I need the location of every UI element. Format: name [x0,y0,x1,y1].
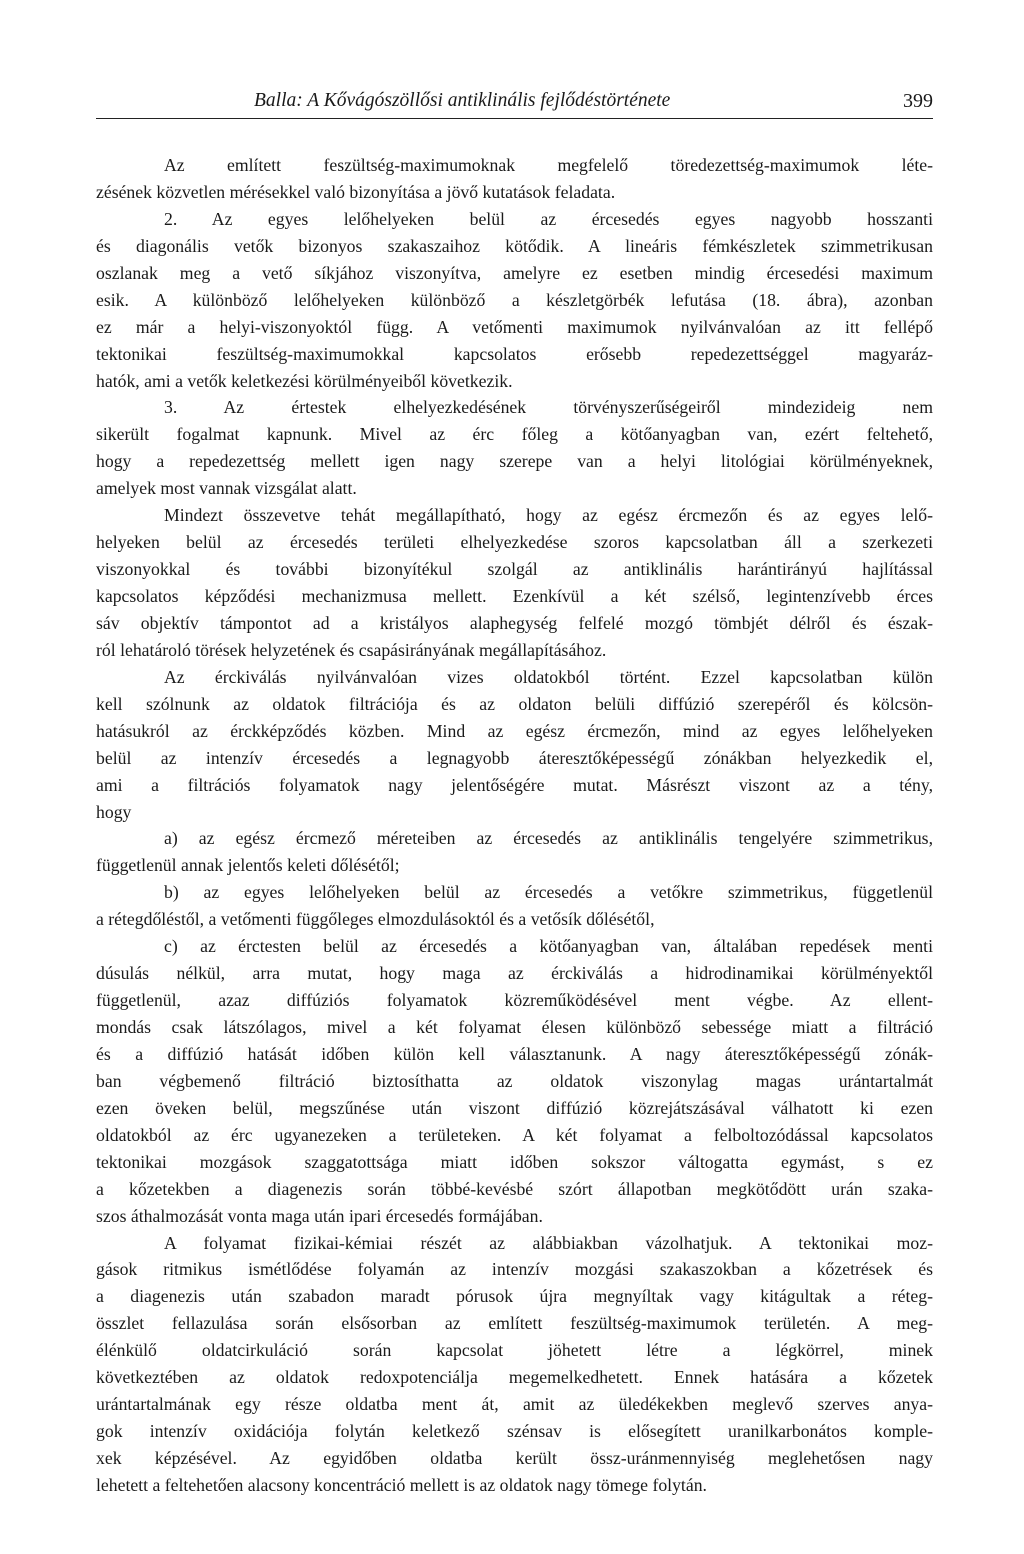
text-line: hatásukról az érckképződés közben. Mind az egész ércmezőn, mind az egyes lelőhelyeken [96,720,933,741]
text-line: viszonyokkal és további bizonyítékul szolgál az antiklinális harántirányú hajlítással [96,559,933,580]
text-line: helyeken belül az ércesedés területi elhelyezkedése szoros kapcsolatban áll a szerkezeti [96,532,933,553]
text-line: 2. Az egyes lelőhelyeken belül az ércesedés egyes nagyobb hosszanti [164,208,933,229]
text-line: hatók, ami a vetők keletkezési körülményeiből következik. [96,370,513,391]
text-line: élénkülő oldatcirkuláció során kapcsolat jöhetett létre a légkörrel, minek [96,1340,933,1361]
text-line: ról lehatároló törések helyzetének és csapásirányának megállapításához. [96,639,607,660]
text-line: gások ritmikus ismétlődése folyamán az intenzív mozgási szakaszokban a kőzetrések és [96,1259,933,1280]
text-line: amelyek most vannak vizsgálat alatt. [96,478,357,499]
text-line: belül az intenzív ércesedés a legnagyobb áteresztőképességű zónákban helyezkedik el, [96,747,933,768]
body-text [96,152,933,1499]
text-line: és diagonális vetők bizonyos szakaszaihoz kötődik. A lineáris fémkészletek szimmetrikusan [96,235,933,256]
text-line: zésének közvetlen mérésekkel való bizonyítása a jövő kutatások feladata. [96,181,616,202]
text-line: sikerült fogalmat kapnunk. Mivel az érc főleg a kötőanyagban van, ezért feltehető, [96,424,933,445]
running-title: Balla: A Kővágószöllősi antiklinális fejlődéstörténete [254,90,671,111]
text-line: a) az egész ércmező méreteiben az ércesedés az antiklinális tengelyére szimmetrikus, [164,828,933,849]
text-line: xek képzésével. Az egyidőben oldatba került össz-uránmennyiség meglehetősen nagy [96,1448,933,1468]
page-number: 399 [903,90,933,112]
text-line: és a diffúzió hatását időben külön kell választanunk. A nagy áteresztőképességű zónák- [96,1043,933,1064]
text-line: A folyamat fizikai-kémiai részét az alábbiakban vázolhatjuk. A tektonikai moz- [164,1232,933,1253]
text-line: 3. Az értestek elhelyezkedésének törvényszerűségeiről mindezideig nem [164,397,933,418]
text-line: tektonikai mozgások szaggatottsága miatt időben sokszor váltogatta egymást, s ez [96,1151,933,1172]
text-line: kapcsolatos képződési mechanizmusa mellett. Ezenkívül a két szélső, legintenzívebb érces [96,586,933,606]
text-line: függetlenül, azaz diffúziós folyamatok közreműködésével ment végbe. Az ellent- [96,990,933,1011]
text-line: hogy [96,801,132,822]
text-line: oldatokból az érc ugyanezeken a területeken. A két folyamat a felboltozódással kapcsolatos [96,1124,933,1145]
text-line: ezen öveken belül, megszűnése után viszont diffúzió közrejátszásával válhatott ki ezen [96,1097,933,1118]
text-line: kell szólnunk az oldatok filtrációja és az oldaton belüli diffúzió szerepéről és kölcsön- [96,693,933,714]
text-line: Az érckiválás nyilvánvalóan vizes oldatokból történt. Ezzel kapcsolatban külön [164,666,933,687]
text-line: esik. A különböző lelőhelyeken különböző a készletgörbék lefutása (18. ábra), azonban [96,289,933,310]
text-line: ez már a helyi-viszonyoktól függ. A vetőmenti maximumok nyilvánvalóan az itt fellépő [96,316,933,337]
text-line: lehetett a feltehetően alacsony koncentráció mellett is az oldatok nagy tömege folytán. [96,1474,707,1495]
text-line: gok intenzív oxidációja folytán keletkező szénsav is elősegített uranilkarbonátos komple- [96,1421,933,1442]
text-line: következtében az oldatok redoxpotenciálja megemelkedhetett. Ennek hatására a kőzetek [96,1367,933,1388]
text-line: oszlanak meg a vető síkjához viszonyítva, amelyre ez esetben mindig ércesedési maximum [96,262,933,283]
text-line: ban végbemenő filtráció biztosíthatta az oldatok viszonylag magas urántartalmát [96,1070,933,1091]
text-line: a diagenezis után szabadon maradt pórusok újra megnyíltak vagy kitágultak a réteg- [96,1286,933,1307]
text-line: Az említett feszültség-maximumoknak megfelelő töredezettség-maximumok léte- [164,155,933,175]
text-line: sáv objektív támpontot ad a kristályos alaphegység felfelé mozgó tömbjét délről és észak- [96,612,933,633]
text-line: hogy a repedezettség mellett igen nagy szerepe van a helyi litológiai körülményeknek, [96,451,933,472]
text-line: ami a filtrációs folyamatok nagy jelentőségére mutat. Másrészt viszont az a tény, [96,774,933,795]
text-line: c) az érctesten belül az ércesedés a kötőanyagban van, általában repedések menti [164,936,933,957]
text-line: összlet fellazulása során elsősorban az említett feszültség-maximumok területén. A meg- [96,1313,933,1334]
text-line: Mindezt összevetve tehát megállapítható, hogy az egész ércmezőn és az egyes lelő- [164,505,933,526]
text-line: a rétegdőléstől, a vetőmenti függőleges elmozdulásoktól és a vetősík dőlésétől, [96,909,655,930]
text-line: szos áthalmozását vonta maga után ipari ércesedés formájában. [96,1205,543,1226]
text-line: tektonikai feszültség-maximumokkal kapcsolatos erősebb repedezettséggel magyaráz- [96,343,933,364]
text-line: függetlenül annak jelentős keleti dőlésétől; [96,855,400,876]
text-line: urántartalmának egy része oldatba ment át, amit az üledékekben meglevő szerves anya- [96,1394,933,1415]
text-line: a kőzetekben a diagenezis során többé-kevésbé szórt állapotban megkötődött urán szaka- [96,1178,933,1199]
page-header [96,88,933,119]
text-line: dúsulás nélkül, arra mutat, hogy maga az érckiválás a hidrodinamikai körülményektől [96,963,933,984]
text-line: b) az egyes lelőhelyeken belül az ércesedés a vetőkre szimmetrikus, függetlenül [164,882,933,903]
text-line: mondás csak látszólagos, mivel a két folyamat élesen különböző sebessége miatt a filtráció [96,1017,933,1037]
